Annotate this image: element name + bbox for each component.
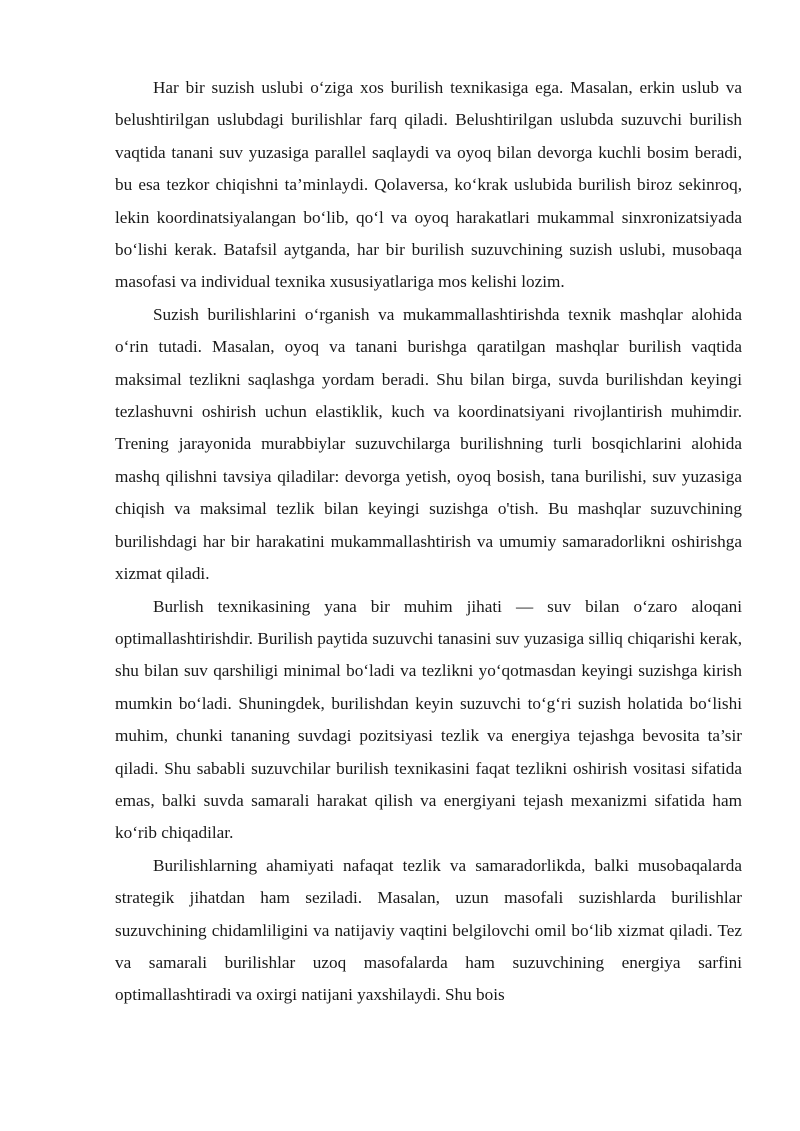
paragraph-1: Har bir suzish uslubi o‘ziga xos burilish texnikasiga ega. Masalan, erkin uslub va belushtirilgan uslubdagi burilishlar farq qiladi. Belushtirilgan uslubda suzuvchi burilish vaqtida tanani suv yuzasiga parallel saqlaydi va oyoq bilan devorga kuchli bosim beradi, bu esa tezkor chiqishni ta’minlaydi. Qolaversa, ko‘krak uslubida burilish biroz sekinroq, lekin koordinatsiyalangan bo‘lib, qo‘l va oyoq harakatlari mukammal sinxronizatsiyada bo‘lishi kerak. Batafsil aytganda, har bir burilish suzuvchining suzish uslubi, musobaqa masofasi va individual texnika xususiyatlariga mos kelishi lozim. — [115, 78, 742, 292]
paragraph-4: Burilishlarning ahamiyati nafaqat tezlik va samaradorlikda, balki musobaqalarda strategik jihatdan ham seziladi. Masalan, uzun masofali suzishlarda burilishlar suzuvchining chidamliligini va natijaviy vaqtini belgilovchi omil bo‘lib xizmat qiladi. Tez va samarali burilishlar uzoq masofalarda ham suzuvchining energiya sarfini optimallashtiradi va oxirgi natijani yaxshilaydi. Shu bois — [115, 855, 742, 1005]
paragraph-3: Burlish texnikasining yana bir muhim jihati — suv bilan o‘zaro aloqani optimallashtirishdir. Burilish paytida suzuvchi tanasini suv yuzasiga silliq chiqarishi kerak, shu bilan suv qarshiligi minimal bo‘ladi va tezlikni yo‘qotmasdan keyingi suzishga kirish mumkin bo‘ladi. Shuningdek, burilishdan keyin suzuvchi to‘g‘ri suzish holatida bo‘lishi muhim, chunki tananing suvdagi pozitsiyasi tezlik va energiya tejashga bevosita ta’sir qiladi. Shu sababli suzuvchilar burilish texnikasini faqat tezlikni oshirish vositasi sifatida emas, balki suvda samarali harakat qilish va energiyani tejash mexanizmi sifatida ham ko‘rib chiqadilar. — [115, 596, 742, 843]
paragraph-2: Suzish burilishlarini o‘rganish va mukammallashtirishda texnik mashqlar alohida o‘rin tutadi. Masalan, oyoq va tanani burishga qaratilgan mashqlar burilish vaqtida maksimal tezlikni saqlashga yordam beradi. Shu bilan birga, suvda burilishdan keyingi tezlashuvni oshirish uchun elastiklik, kuch va koordinatsiyani rivojlantirish muhimdir. Trening jarayonida murabbiylar suzuvchilarga burilishning turli bosqichlarini alohida mashq qilishni tavsiya qiladilar: devorga yetish, oyoq bosish, tana burilishi, suv yuzasiga chiqish va maksimal tezlik bilan keyingi suzishga o'tish. Bu mashqlar suzuvchining burilishdagi har bir harakatini mukammallashtirish va umumiy samaradorlikni oshirishga xizmat qiladi. — [115, 304, 742, 584]
document-page — [115, 72, 742, 1012]
